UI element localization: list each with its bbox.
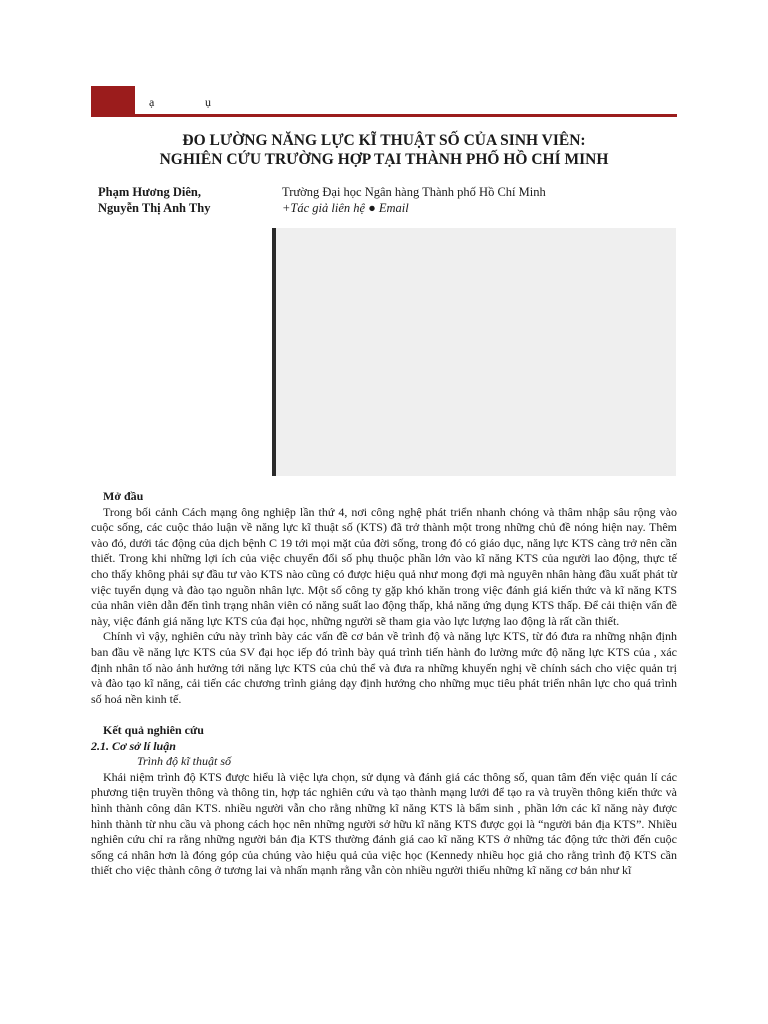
intro-paragraph-1: Trong bối cảnh Cách mạng ông nghiệp lần thứ 4, nơi công nghệ phát triển nhanh chóng và thâm nhập sâu rộng vào cuộc sống, các cuộc thảo luận về năng lực kĩ thuật số (KTS) đã trở thành một trong những chủ đề nóng hiện nay. Thêm vào đó, dưới tác động của dịch bệnh C 19 tới mọi mặt của đời sống, trong đó có giáo dục, năng lực KTS càng trở nên cần thiết. Trong khi những lợi ích của việc chuyển đổi số phụ thuộc phần lớn vào kĩ năng KTS của người lao động, thực tế cho thấy không phải sự đầu tư vào KTS nào cũng có được hiệu quả như mong đợi mà nguyên nhân hàng đầu xuất phát từ việc tuyển dụng và đào tạo nguồn nhân lực. Một số công ty gặp khó khăn trong việc đánh giá kiến thức và kĩ năng KTS của nhân viên dẫn đến tình trạng nhân viên có năng suất lao động thấp, khả năng ứng dụng KTS thấp. Để cải thiện vấn đề này, việc đánh giá năng lực KTS của đại học, những người sẽ tham gia vào lực lượng lao động là rất cần thiết. — [91, 504, 677, 628]
paper-title — [91, 131, 677, 169]
corresponding-note: +Tác giả liên hệ ● Email — [282, 201, 409, 215]
title-line-1: ĐO LƯỜNG NĂNG LỰC KĨ THUẬT SỐ CỦA SINH VIÊN: — [182, 132, 586, 149]
header-accent-block — [91, 86, 135, 116]
subsection-heading: 2.1. Cơ sở lí luận — [91, 738, 176, 753]
author-1: Phạm Hương Diên, — [98, 185, 201, 199]
header-left-text: ạ — [149, 95, 155, 109]
subsubsection-heading: Trình độ kĩ thuật số — [137, 754, 232, 769]
results-section — [91, 723, 677, 879]
header-rule — [91, 114, 677, 117]
title-line-2: NGHIÊN CỨU TRƯỜNG HỢP TẠI THÀNH PHỐ HỒ CHÍ MINH — [159, 151, 609, 168]
author-2: Nguyễn Thị Anh Thy — [98, 201, 211, 215]
theory-paragraph-1: Khái niệm trình độ KTS được hiểu là việc lựa chọn, sử dụng và đánh giá các thông số, quan tâm đến việc quản lí các phương tiện truyền thông và thông tin, hợp tác nghiên cứu và tạo thành mạng lưới để tạo ra và truyền thông kiến thức và hình thành công dân KTS. nhiều người vẫn cho rằng những kĩ năng KTS là bẩm sinh , phần lớn các kĩ năng này được hình thành từ nhu cầu và phong cách học nên những người sở hữu kĩ năng KTS được gọi là “người bản địa KTS”. Nhiều nghiên cứu chỉ ra rằng những người bản địa KTS thường đánh giá cao kĩ năng KTS ở những tác động tức thời đến cuộc sống cá nhân hơn là đóng góp của chúng vào hiệu quả của việc học (Kennedy nhiều học giả cho rằng trình độ KTS cần thiết cho việc thành công ở tương lai và nhấn mạnh rằng vẫn còn nhiều người thiếu những kĩ năng cơ bản như kĩ — [91, 769, 677, 878]
abstract-box — [276, 228, 676, 476]
intro-heading: Mở đầu — [103, 489, 144, 503]
institution: Trường Đại học Ngân hàng Thành phố Hồ Chí Minh — [282, 185, 546, 199]
author-list — [98, 184, 210, 216]
intro-section — [91, 489, 677, 707]
results-heading: Kết quả nghiên cứu — [103, 723, 204, 737]
intro-paragraph-2: Chính vì vậy, nghiên cứu này trình bày các vấn đề cơ bản về trình độ và năng lực KTS, từ đó đưa ra những nhận định ban đầu về năng lực KTS của SV đại học iếp đó trình bày quá trình tiến hành đo lường mức độ năng lực KTS của , xác định nhân tố nào ảnh hưởng tới năng lực KTS của chủ thể và đưa ra những khuyến nghị về chính sách cho việc quản trị và đào tạo kĩ năng, cải tiến các chương trình giảng dạy định hướng cho những mục tiêu phát triển nhân lực cho quá trình số hoá nền kinh tế. — [91, 629, 677, 706]
header-right-text: ụ — [205, 95, 211, 109]
affiliation — [282, 184, 546, 216]
